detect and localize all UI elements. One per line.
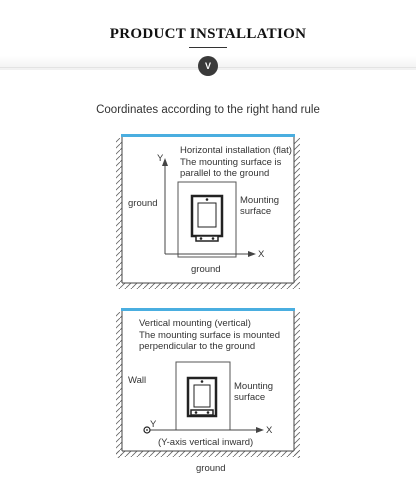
page-title: PRODUCT INSTALLATION (109, 26, 307, 42)
diagram2-x-arrow-icon (256, 427, 264, 433)
diagram1-x-arrow-icon (248, 251, 256, 257)
diagram2-ground-label: ground (196, 463, 226, 474)
diagram2-x-axis-label: X (266, 425, 273, 436)
diagram2-wall-label: Wall (128, 375, 147, 386)
diagram1-desc-line2: parallel to the ground (180, 168, 270, 179)
diagram1-title: Horizontal installation (flat) (180, 145, 292, 156)
diagram2-device-icon (188, 378, 216, 416)
diagram1-mounting-line2: surface (240, 206, 272, 217)
diagram1-ground-left-label: ground (128, 198, 158, 209)
diagram1-right-hatch (294, 138, 300, 284)
diagram2-title: Vertical mounting (vertical) (139, 318, 251, 329)
diagram2-desc-line2: perpendicular to the ground (139, 341, 256, 352)
diagram1-accent-bar (121, 134, 295, 137)
diagram2-accent-bar (121, 308, 295, 311)
diagram1-mounting-line1: Mounting (240, 195, 280, 206)
diagram2-desc-line1: The mounting surface is mounted (139, 330, 280, 341)
diagram1-ground-bottom-label: ground (191, 264, 221, 275)
diagram2-mounting-line1: Mounting (234, 381, 274, 392)
diagram1-left-hatch (116, 138, 122, 284)
diagram1-x-axis-label: X (258, 249, 265, 260)
diagram1-bottom-hatch (116, 283, 300, 289)
diagram2-right-hatch (294, 312, 300, 458)
diagram2-left-hatch (116, 312, 122, 458)
coordinates-caption: Coordinates according to the right hand rule (96, 104, 320, 116)
diagram2-y-axis-label: Y (150, 419, 157, 430)
diagram2-bottom-hatch (116, 451, 300, 457)
diagram1-y-axis-label: Y (157, 153, 164, 164)
chevron-badge-icon: V (198, 56, 218, 76)
diagram2-mounting-line2: surface (234, 392, 266, 403)
diagram1-desc-line1: The mounting surface is (180, 157, 282, 168)
diagram1-device-icon (192, 196, 222, 241)
diagram2-axis-note: (Y-axis vertical inward) (158, 437, 254, 448)
